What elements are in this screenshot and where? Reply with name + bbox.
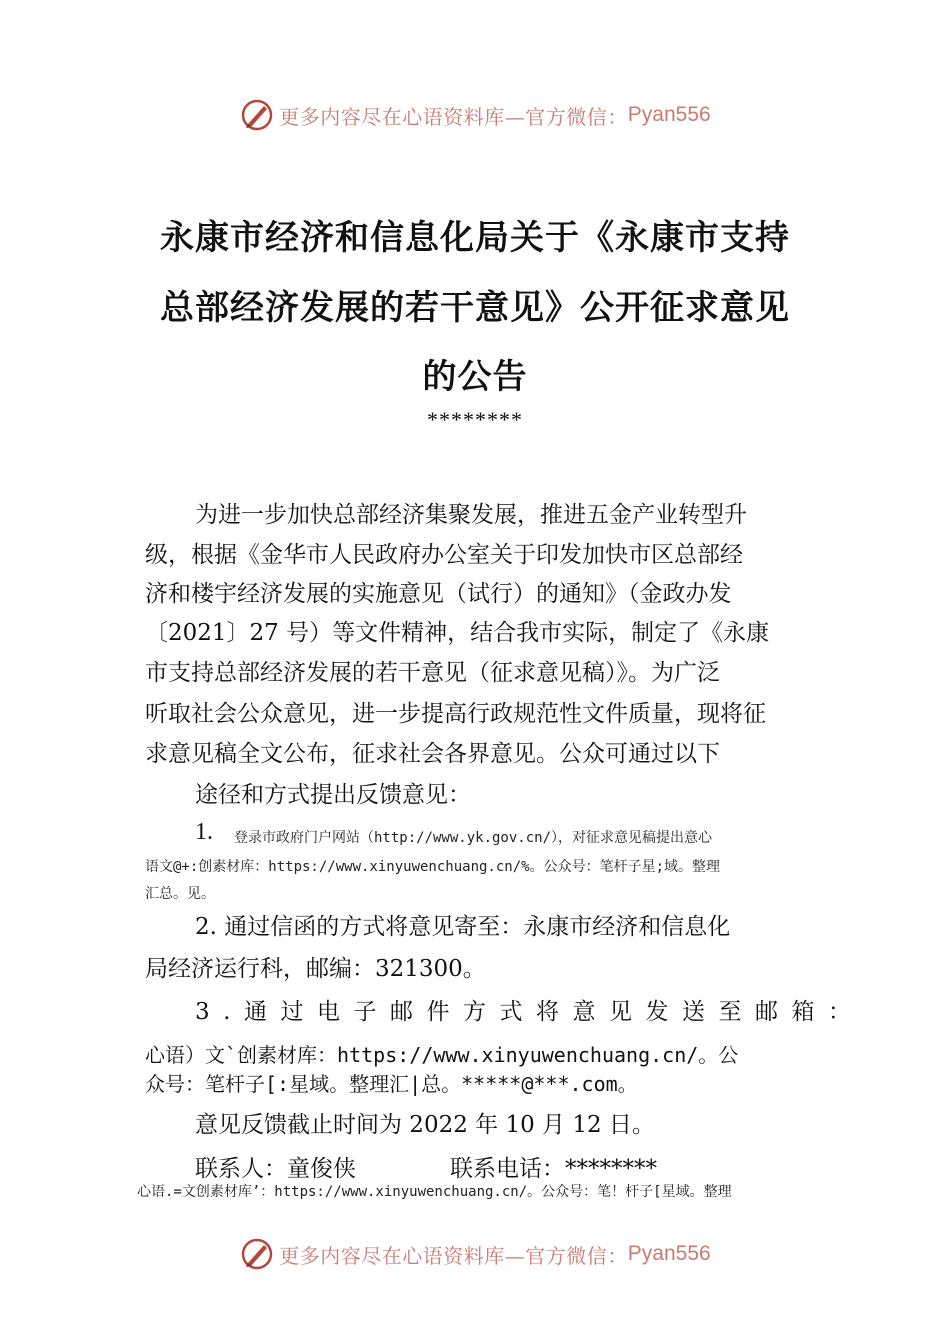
banner-wechat-id: Pyan556 <box>627 103 711 126</box>
body-line: 求意见稿全文公布，征求社会各界意见。公众可通过以下 <box>145 741 720 767</box>
body-line: 市支持总部经济发展的若干意见（征求意见稿）》。为广泛 <box>145 660 720 686</box>
banner-text: 更多内容尽在心语资料库—官方微信： <box>279 1243 628 1268</box>
body-line: 济和楼宇经济发展的实施意见（试行）的通知》（金政办发 <box>145 581 732 607</box>
body-line: 级，根据《金华市人民政府办公室关于印发加快市区总部经 <box>145 542 743 568</box>
item-2-line: 2. 通过信函的方式将意见寄至：永康市经济和信息化 <box>195 914 731 940</box>
item-3-sub-line: 心语）文`创素材库：https://www.xinyuwenchuang.cn/。公 <box>145 1043 739 1067</box>
pen-logo-icon <box>239 97 275 133</box>
doc-number: ******** <box>427 407 523 432</box>
body-line: 途径和方式提出反馈意见： <box>195 782 471 808</box>
deadline-line: 意见反馈截止时间为 2022 年 10 月 12 日。 <box>195 1112 655 1138</box>
item-3-sub-line: 众号：笔杆子[:星域。整理汇|总。*****@***.com。 <box>145 1072 638 1096</box>
item-2-line: 局经济运行科，邮编：321300。 <box>145 956 486 982</box>
body-line: 听取社会公众意见，进一步提高行政规范性文件质量，现将征 <box>145 701 766 727</box>
contact-phone: 联系电话：******** <box>450 1156 657 1182</box>
doc-title-line-2: 总部经济发展的若干意见》公开征求意见 <box>160 288 790 328</box>
banner-wechat-id: Pyan556 <box>627 1242 711 1265</box>
body-line: 〔2021〕27 号）等文件精神，结合我市实际，制定了《永康 <box>145 620 770 646</box>
contact-person: 联系人：童俊侠 <box>195 1156 356 1182</box>
item-3-line: 3.通过电子邮件方式将意见发送至邮箱： <box>195 999 865 1025</box>
doc-title-line-3: 的公告 <box>422 357 528 397</box>
footer-note: 心语.=文创素材库’：https://www.xinyuwenchuang.cn/。公众号：笔！杆子[星域。整理 <box>137 1184 732 1200</box>
item-1-number: 1. <box>195 819 213 845</box>
banner-text: 更多内容尽在心语资料库—官方微信： <box>279 104 628 129</box>
doc-title-line-1: 永康市经济和信息化局关于《永康市支持 <box>160 218 790 258</box>
body-line: 为进一步加快总部经济集聚发展，推进五金产业转型升 <box>195 502 747 528</box>
item-1-line: 汇总。见。 <box>145 886 215 902</box>
footer-banner <box>0 1232 950 1276</box>
header-banner <box>0 93 950 137</box>
item-1-line: 登录市政府门户网站（http://www.yk.gov.cn/），对征求意见稿提出意心 <box>234 830 713 846</box>
pen-logo-icon <box>239 1236 275 1272</box>
item-1-line: 语文@+:创素材库：https://www.xinyuwenchuang.cn/%。公众号：笔杆子星;域。整理 <box>145 859 721 875</box>
